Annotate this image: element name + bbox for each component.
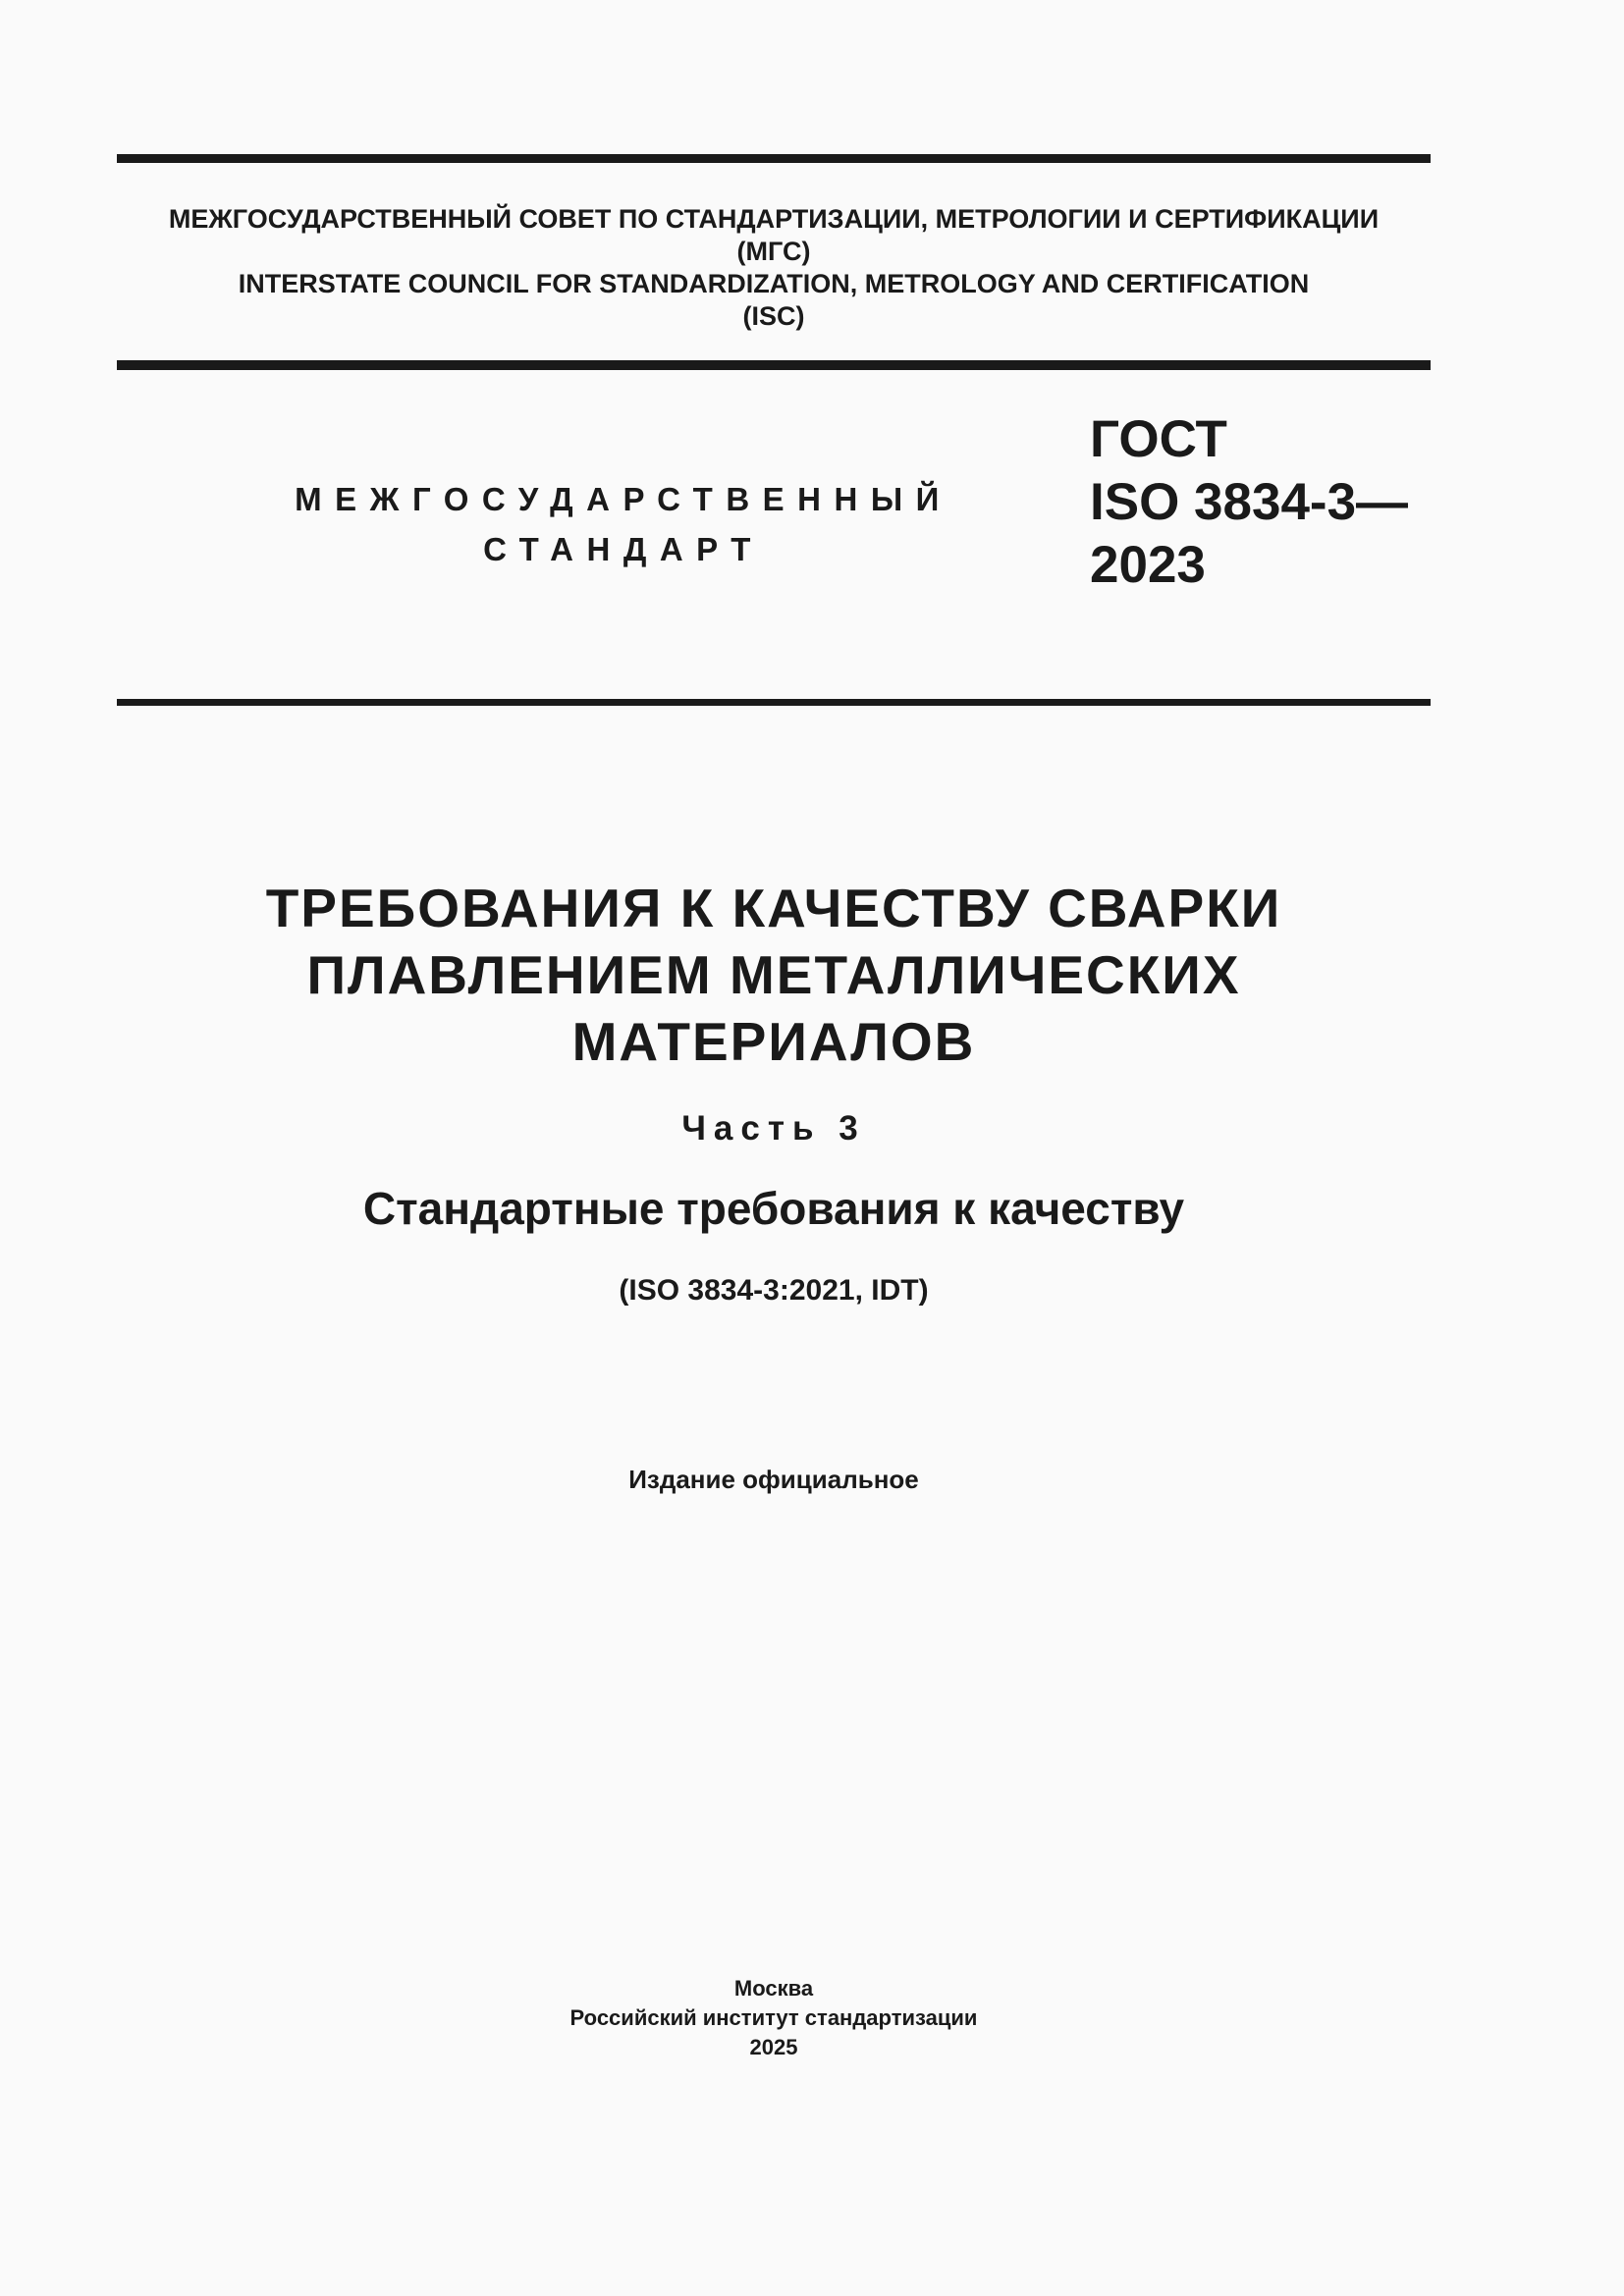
document-title <box>117 875 1431 1075</box>
standard-type-line1: МЕЖГОСУДАРСТВЕННЫЙ <box>295 481 952 517</box>
council-abbr-en: (ISC) <box>742 301 805 331</box>
part-number: Часть 3 <box>681 1109 866 1148</box>
imprint-publisher: Российский институт стандартизации <box>569 2005 978 2030</box>
edition-label: Издание официальное <box>628 1465 919 1494</box>
designation-line1: ГОСТ <box>1090 410 1227 468</box>
standard-designation <box>1090 408 1408 597</box>
council-header <box>117 203 1431 333</box>
imprint <box>117 1974 1431 2062</box>
iso-reference: (ISO 3834-3:2021, IDT) <box>619 1274 929 1307</box>
title-line1: ТРЕБОВАНИЯ К КАЧЕСТВУ СВАРКИ <box>265 878 1282 938</box>
title-line2: ПЛАВЛЕНИЕМ МЕТАЛЛИЧЕСКИХ <box>306 944 1241 1005</box>
council-name-ru: МЕЖГОСУДАРСТВЕННЫЙ СОВЕТ ПО СТАНДАРТИЗАЦИИ, МЕТРОЛОГИИ И СЕРТИФИКАЦИИ <box>168 204 1380 234</box>
standard-type-line2: СТАНДАРТ <box>483 531 764 567</box>
document-subtitle: Стандартные требования к качеству <box>362 1183 1185 1234</box>
title-line3: МАТЕРИАЛОВ <box>571 1011 976 1072</box>
designation-line3: 2023 <box>1090 536 1206 594</box>
imprint-year: 2025 <box>749 2035 798 2059</box>
designation-line2: ISO 3834-3— <box>1090 473 1409 531</box>
top-rule <box>117 154 1431 163</box>
designation-rule <box>117 699 1431 706</box>
council-name-en: INTERSTATE COUNCIL FOR STANDARDIZATION, METROLOGY AND CERTIFICATION <box>238 269 1310 298</box>
council-abbr-ru: (МГС) <box>736 237 811 266</box>
header-rule <box>117 360 1431 370</box>
imprint-city: Москва <box>733 1976 814 2001</box>
standard-type <box>275 474 972 574</box>
